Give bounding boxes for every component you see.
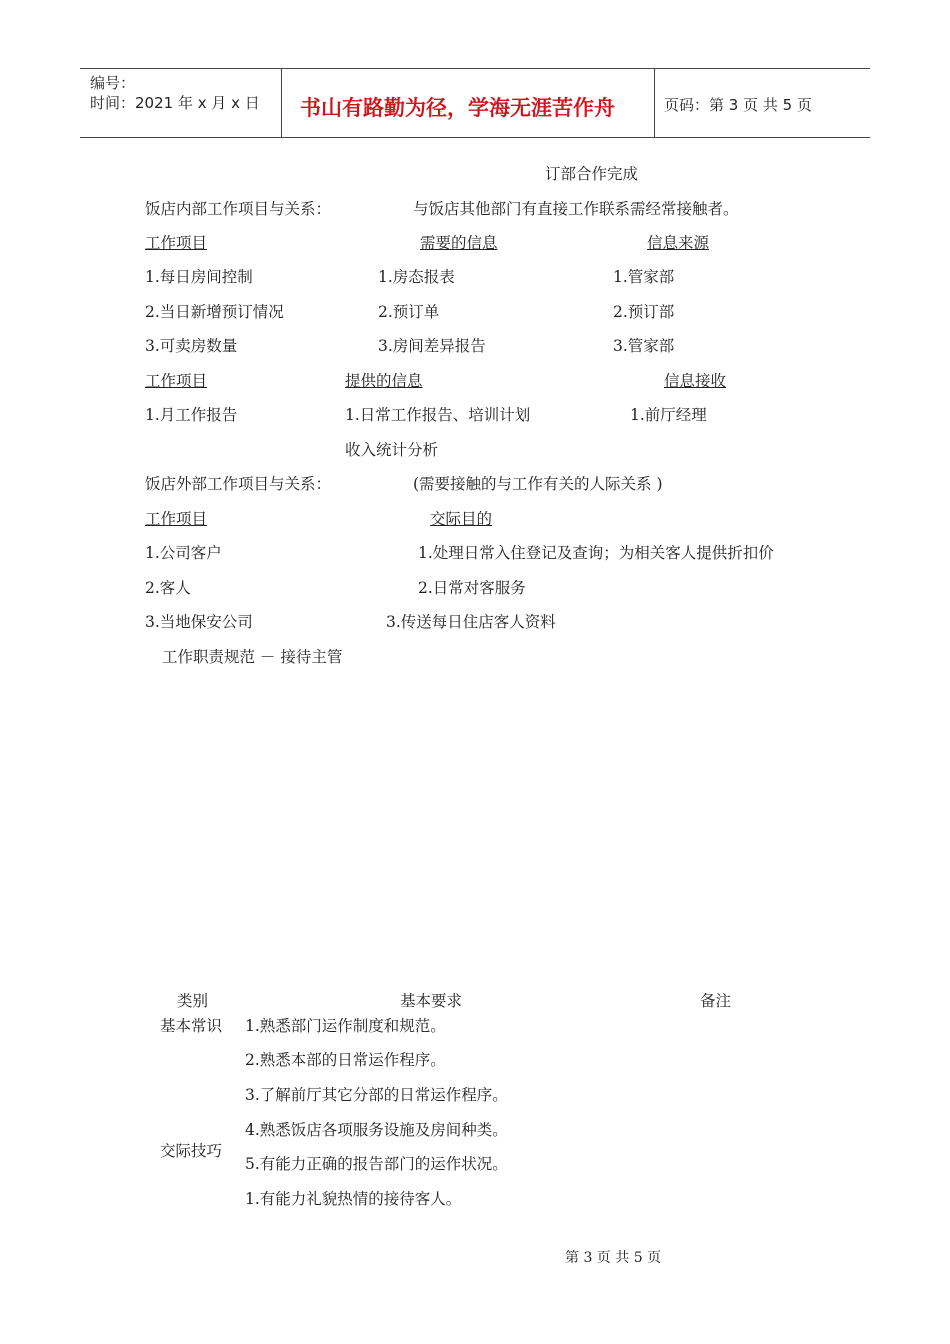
table-cell: 3.管家部	[613, 337, 675, 355]
internal-title: 饭店内部工作项目与关系：	[145, 200, 332, 218]
text-line: 订部合作完成	[545, 165, 639, 183]
table2-header: 工作项目	[145, 372, 208, 390]
table1-header: 工作项目	[145, 234, 208, 252]
table-cell: 3.房间差异报告	[378, 337, 486, 355]
req-header: 备注	[700, 992, 732, 1010]
header-number-label: 编号：	[90, 74, 136, 92]
table-cell: 1.公司客户	[145, 544, 222, 562]
table-cell: 1.管家部	[613, 268, 675, 286]
header-time-label: 时间：2021 年 x 月 x 日	[90, 94, 260, 112]
req-item: 1.熟悉部门运作制度和规范。	[245, 1017, 446, 1035]
table-cell: 1.日常工作报告、培训计划	[345, 406, 531, 424]
table-cell: 3.可卖房数量	[145, 337, 238, 355]
table1-header: 需要的信息	[420, 234, 498, 252]
req-item: 1.有能力礼貌热情的接待客人。	[245, 1190, 462, 1208]
table-cell: 2.当日新增预订情况	[145, 303, 284, 321]
header-page-label: 页码：第 3 页 共 5 页	[664, 96, 812, 114]
header-divider	[281, 69, 282, 137]
external-desc: (需要接触的与工作有关的人际关系 )	[413, 475, 663, 493]
page-header	[80, 68, 870, 138]
req-header: 基本要求	[400, 992, 463, 1010]
table3-header: 交际目的	[430, 510, 493, 528]
table-cell: 1.处理日常入住登记及查询；为相关客人提供折扣价	[418, 544, 774, 562]
req-header: 类别	[177, 992, 209, 1010]
req-item: 4.熟悉饭店各项服务设施及房间种类。	[245, 1121, 508, 1139]
internal-desc: 与饭店其他部门有直接工作联系需经常接触者。	[413, 200, 739, 218]
table-cell: 3.当地保安公司	[145, 613, 253, 631]
table2-header: 信息接收	[664, 372, 727, 390]
req-item: 3.了解前厅其它分部的日常运作程序。	[245, 1086, 508, 1104]
table-cell: 2.预订部	[613, 303, 675, 321]
header-divider	[654, 69, 655, 137]
table1-header: 信息来源	[647, 234, 710, 252]
table-cell: 2.预订单	[378, 303, 440, 321]
table-cell: 收入统计分析	[345, 441, 439, 459]
table-cell: 2.日常对客服务	[418, 579, 526, 597]
table-cell: 3.传送每日住店客人资料	[386, 613, 556, 631]
external-title: 饭店外部工作项目与关系：	[145, 475, 332, 493]
table-cell: 1.每日房间控制	[145, 268, 253, 286]
table3-header: 工作项目	[145, 510, 208, 528]
req-item: 5.有能力正确的报告部门的运作状况。	[245, 1155, 508, 1173]
table-cell: 1.前厅经理	[630, 406, 707, 424]
table-cell: 2.客人	[145, 579, 191, 597]
req-category: 交际技巧	[160, 1142, 223, 1160]
table-cell: 1.月工作报告	[145, 406, 238, 424]
header-motto: 书山有路勤为径，学海无涯苦作舟	[300, 96, 615, 120]
table2-header: 提供的信息	[345, 372, 423, 390]
duty-title: 工作职责规范 － 接待主管	[162, 648, 343, 666]
req-category: 基本常识	[160, 1017, 223, 1035]
page-footer: 第 3 页 共 5 页	[565, 1250, 662, 1266]
table-cell: 1.房态报表	[378, 268, 455, 286]
req-item: 2.熟悉本部的日常运作程序。	[245, 1051, 446, 1069]
